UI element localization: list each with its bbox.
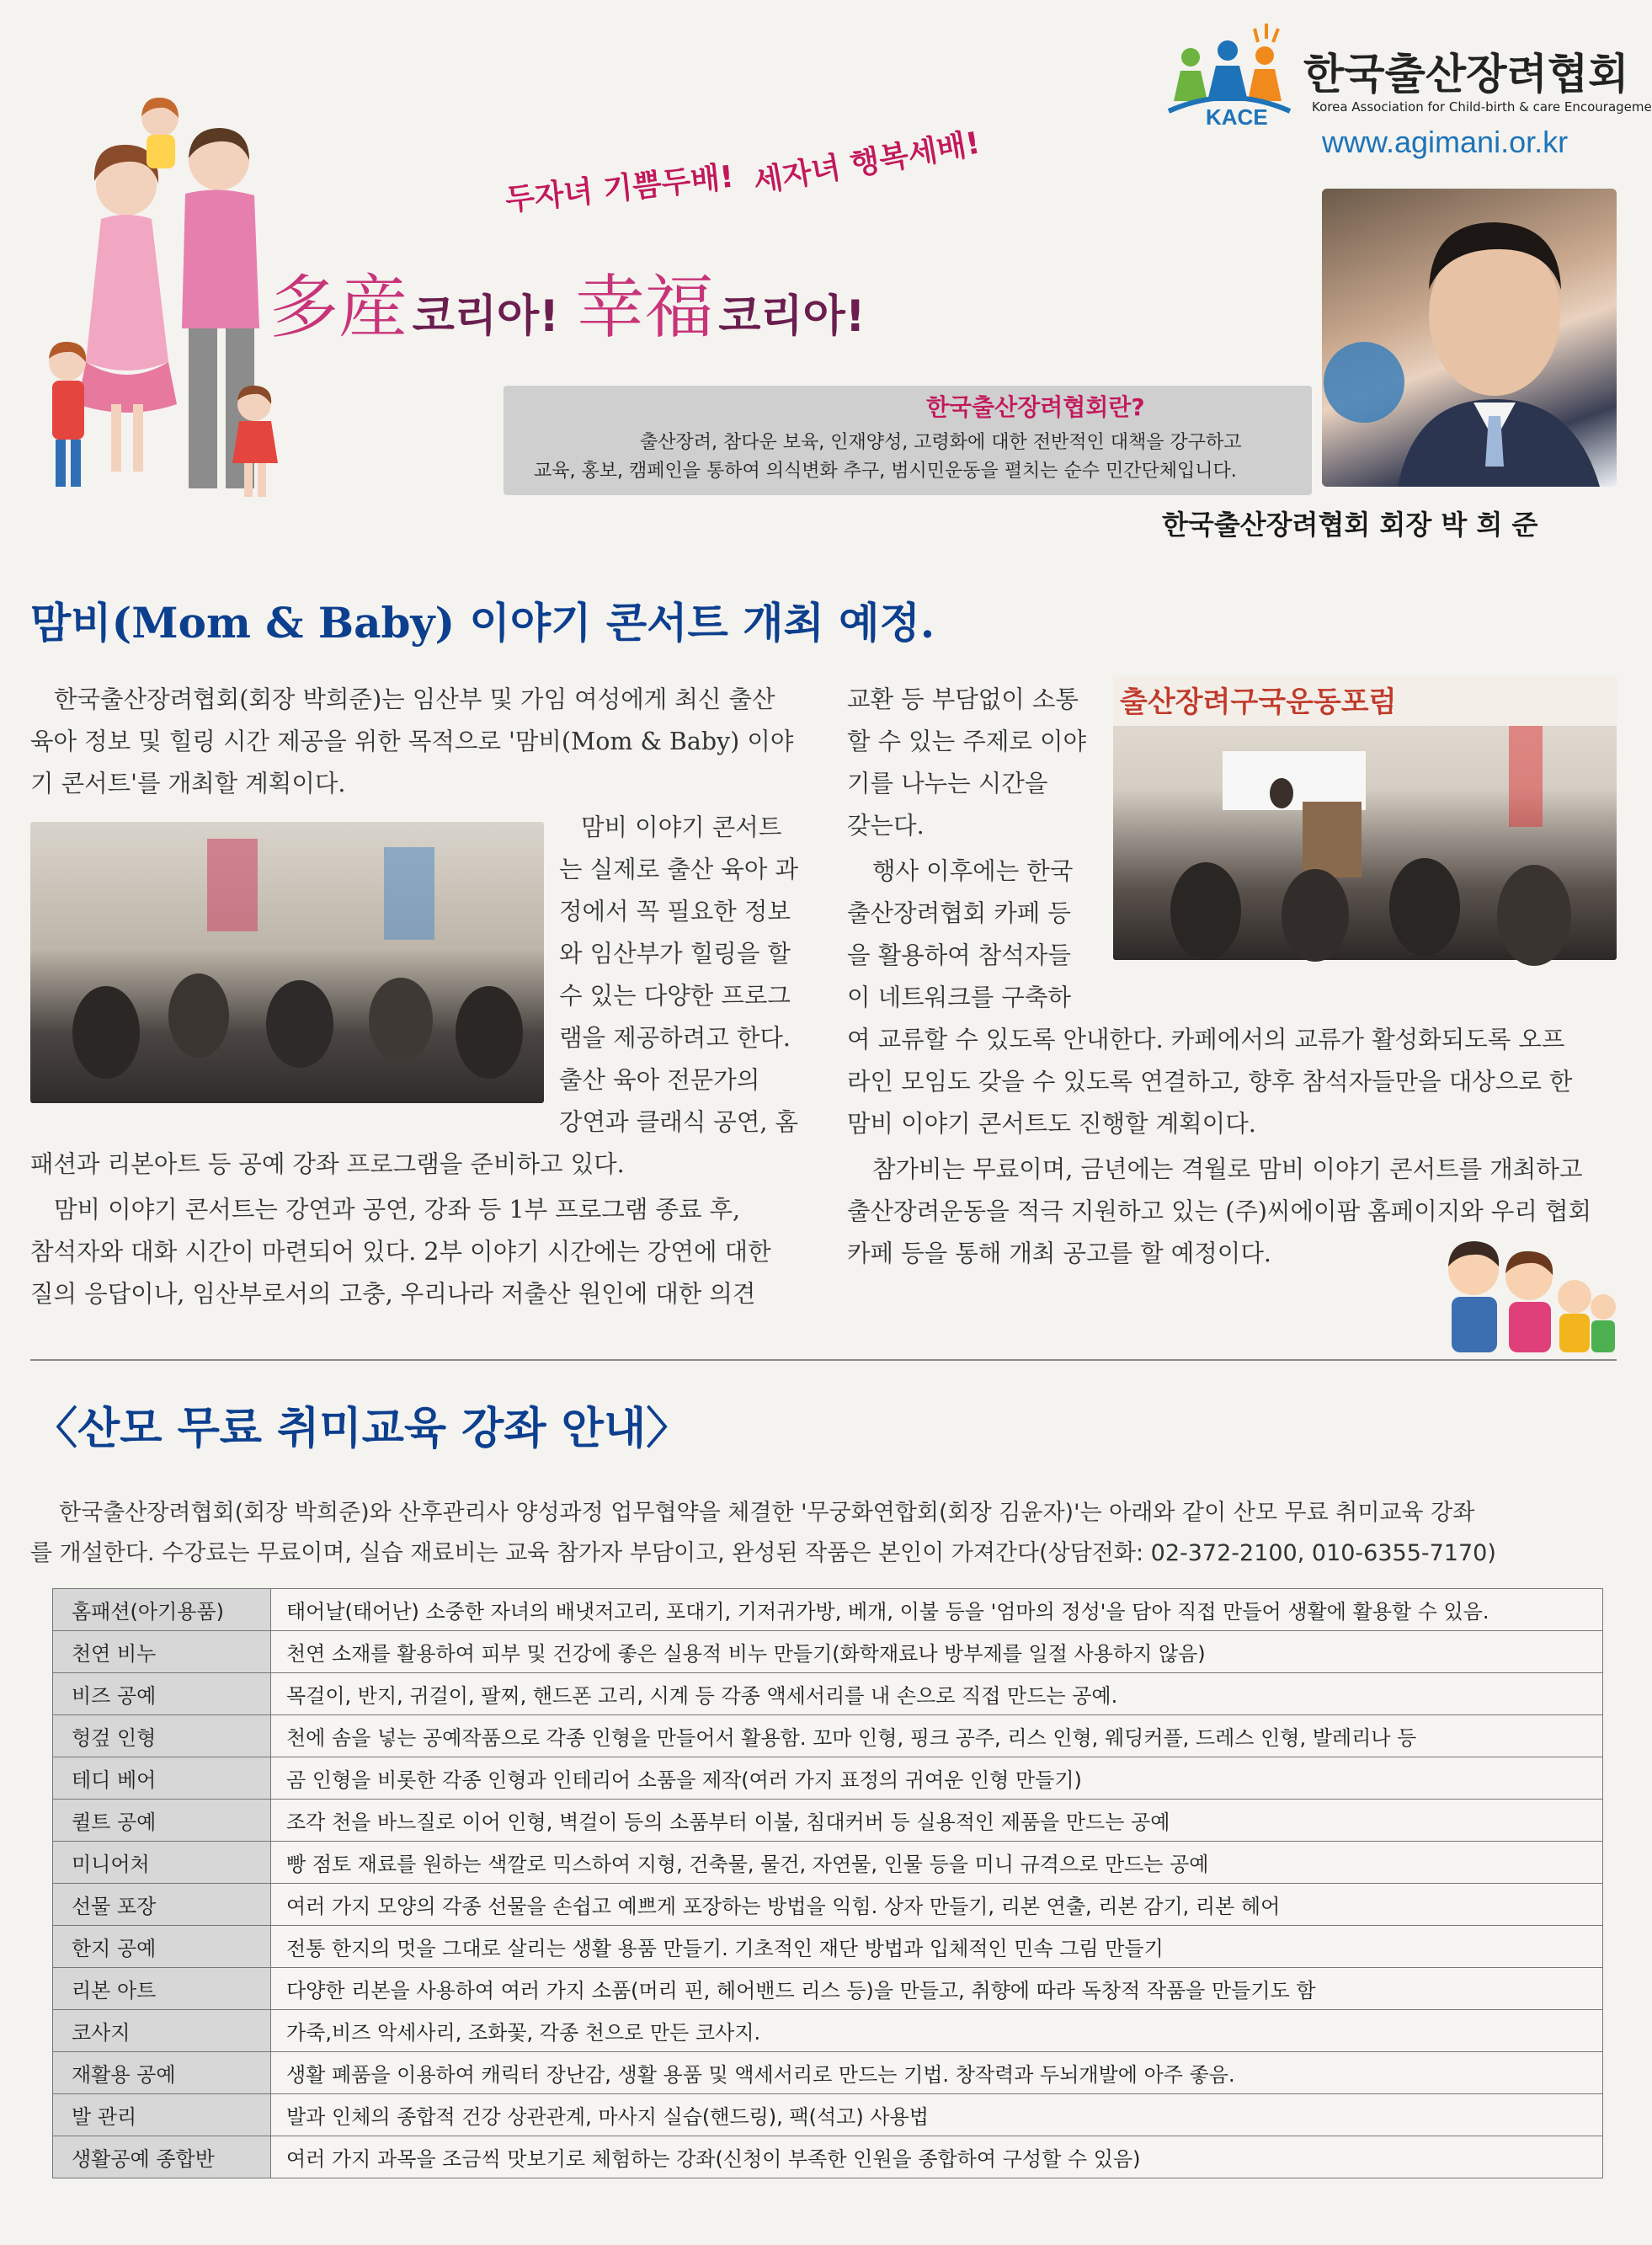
intro-line: 교육, 홍보, 캠페인을 통하여 의식변화 추구, 범시민운동을 펼치는 순수 민간단체입니다. (534, 461, 1237, 482)
intro-line: 출산장려, 참다운 보육, 인재양성, 고령화에 대한 전반적인 대책을 강구하고 (640, 432, 1242, 453)
body-line: 강연과 클래식 공연, 홈 (559, 1108, 799, 1136)
body-line: 는 실제로 출산 육아 과 (559, 856, 799, 883)
course-description: 목걸이, 반지, 귀걸이, 팔찌, 핸드폰 고리, 시계 등 각종 액세서리를 내 손으로 직접 만드는 공예. (271, 1673, 1603, 1715)
body-line: 출산장려협회 카페 등 (847, 899, 1071, 927)
course-name: 비즈 공예 (53, 1673, 271, 1715)
body-line: 기 콘서트'를 개최할 계획이다. (30, 770, 346, 797)
body-line: 맘비 이야기 콘서트는 강연과 공연, 강좌 등 1부 프로그램 종료 후, (54, 1196, 741, 1224)
course-description: 조각 천을 바느질로 이어 인형, 벽걸이 등의 소품부터 이불, 침대커버 등 실용적인 제품을 만드는 공예 (271, 1800, 1603, 1842)
body-line: 질의 응답이나, 임산부로서의 고충, 우리나라 저출산 원인에 대한 의견 (30, 1280, 756, 1308)
body-line: 갖는다. (847, 812, 925, 840)
course-name: 생활공예 종합반 (53, 2136, 271, 2178)
body-line: 맘비 이야기 콘서트 (581, 813, 782, 841)
course-name: 코사지 (53, 2010, 271, 2052)
president-caption: 한국출산장려협회 회장 박 희 준 (1162, 509, 1538, 541)
body-line: 와 임산부가 힐링을 할 (559, 940, 791, 968)
intro-title: 한국출산장려협회란? (926, 393, 1145, 421)
body-line: 램을 제공하려고 한다. (559, 1024, 791, 1052)
course-description: 곰 인형을 비롯한 각종 인형과 인테리어 소품을 제작(여러 가지 표정의 귀여운 인형 만들기) (271, 1757, 1603, 1800)
banner-text: 출산장려구국운동포럼 (1120, 685, 1397, 719)
logo-acronym: KACE (1206, 104, 1268, 130)
course-name: 한지 공예 (53, 1926, 271, 1968)
body-line: 패션과 리본아트 등 공예 강좌 프로그램을 준비하고 있다. (30, 1150, 625, 1178)
course-description: 태어날(태어난) 소중한 자녀의 배냇저고리, 포대기, 기저귀가방, 베개, 이불 등을 '엄마의 정성'을 담아 직접 만들어 생활에 활용할 수 있음. (271, 1589, 1603, 1631)
family-cartoon (1440, 1229, 1617, 1356)
logo-name: 한국출산장려협회 (1303, 50, 1629, 99)
body-line: 수 있는 다양한 프로그 (559, 982, 791, 1010)
section-divider (30, 1359, 1617, 1361)
website-url[interactable]: www.agimani.or.kr (1322, 125, 1569, 159)
course-name: 발 관리 (53, 2094, 271, 2136)
course-name: 퀼트 공예 (53, 1800, 271, 1842)
course-table (52, 1588, 1603, 2178)
course-name: 홈패션(아기용품) (53, 1589, 271, 1631)
course-description: 빵 점토 재료를 원하는 색깔로 믹스하여 지형, 건축물, 물건, 자연물, 인물 등을 미니 규격으로 만드는 공예 (271, 1842, 1603, 1884)
table-row (53, 1926, 1603, 1968)
body-line: 라인 모임도 갖을 수 있도록 연결하고, 향후 참석자들만을 대상으로 한 (847, 1068, 1573, 1096)
course-description: 전통 한지의 멋을 그대로 살리는 생활 용품 만들기. 기초적인 재단 방법과 입체적인 민속 그림 만들기 (271, 1926, 1603, 1968)
president-photo (1322, 189, 1617, 487)
course-description: 천연 소재를 활용하여 피부 및 건강에 좋은 실용적 비누 만들기(화학재료나 방부제를 일절 사용하지 않음) (271, 1631, 1603, 1673)
course-name: 재활용 공예 (53, 2052, 271, 2094)
body-line: 참가비는 무료이며, 금년에는 격월로 맘비 이야기 콘서트를 개최하고 (872, 1155, 1583, 1183)
body-line: 기를 나누는 시간을 (847, 770, 1048, 797)
concert-photo-1 (30, 822, 544, 1103)
course-name: 테디 베어 (53, 1757, 271, 1800)
course-description: 발과 인체의 종합적 건강 상관관계, 마사지 실습(핸드링), 팩(석고) 사용법 (271, 2094, 1603, 2136)
table-row (53, 1757, 1603, 1800)
table-row (53, 1631, 1603, 1673)
course-description: 생활 폐품을 이용하여 캐릭터 장난감, 생활 용품 및 액세서리로 만드는 기법. 창작력과 두뇌개발에 아주 좋음. (271, 2052, 1603, 2094)
body-line: 교환 등 부담없이 소통 (847, 685, 1079, 713)
table-row (53, 1884, 1603, 1926)
body-line: 맘비 이야기 콘서트도 진행할 계획이다. (847, 1110, 1256, 1138)
slogan-small: 두자녀 기쁨두배! 세자녀 행복세배! (504, 125, 983, 218)
body-line: 출산 육아 전문가의 (559, 1066, 760, 1094)
body-line: 여 교류할 수 있도록 안내한다. 카페에서의 교류가 활성화되도록 오프 (847, 1026, 1565, 1053)
course-name: 선물 포장 (53, 1884, 271, 1926)
section-title-mombi: 맘비(Mom & Baby) 이야기 콘서트 개최 예정. (30, 598, 935, 648)
table-row (53, 2136, 1603, 2178)
body-line: 육아 정보 및 힐링 시간 제공을 위한 목적으로 '맘비(Mom & Baby) 이야 (30, 728, 794, 755)
body-line: 정에서 꼭 필요한 정보 (559, 898, 791, 925)
audience-photo-icon (30, 822, 544, 1103)
section-title-hobby: 〈산모 무료 취미교육 강좌 안내〉 (34, 1403, 690, 1454)
table-row (53, 2010, 1603, 2052)
body-line: 이 네트워크를 구축하 (847, 984, 1071, 1011)
body-line: 카페 등을 통해 개최 공고를 할 예정이다. (847, 1240, 1271, 1267)
body-line: 참석자와 대화 시간이 마련되어 있다. 2부 이야기 시간에는 강연에 대한 (30, 1238, 771, 1266)
course-name: 천연 비누 (53, 1631, 271, 1673)
course-description: 천에 솜을 넣는 공예작품으로 각종 인형을 만들어서 활용함. 꼬마 인형, 핑크 공주, 리스 인형, 웨딩커플, 드레스 인형, 발레리나 등 (271, 1715, 1603, 1757)
course-description: 여러 가지 과목을 조금씩 맛보기로 체험하는 강좌(신청이 부족한 인원을 종합하여 구성할 수 있음) (271, 2136, 1603, 2178)
body-line: 한국출산장려협회(회장 박희준)는 임산부 및 가임 여성에게 최신 출산 (54, 685, 775, 713)
course-name: 헝겊 인형 (53, 1715, 271, 1757)
table-row (53, 1968, 1603, 2010)
course-description: 다양한 리본을 사용하여 여러 가지 소품(머리 핀, 헤어밴드 리스 등)을 만들고, 취향에 따라 독창적 작품을 만들기도 함 (271, 1968, 1603, 2010)
course-description: 가죽,비즈 악세사리, 조화꽃, 각종 천으로 만든 코사지. (271, 2010, 1603, 2052)
table-row (53, 2094, 1603, 2136)
body-line: 행사 이후에는 한국 (872, 857, 1074, 885)
slogan-main: 多産 코리아! 幸福 코리아! (269, 268, 866, 348)
table-row (53, 1589, 1603, 1631)
course-description: 여러 가지 모양의 각종 선물을 손쉽고 예쁘게 포장하는 방법을 익힘. 상자 만들기, 리본 연출, 리본 감기, 리본 헤어 (271, 1884, 1603, 1926)
president-portrait-icon (1322, 189, 1617, 487)
table-row (53, 1800, 1603, 1842)
table-row (53, 1842, 1603, 1884)
table-row (53, 1673, 1603, 1715)
course-name: 리본 아트 (53, 1968, 271, 2010)
logo-subtitle: Korea Association for Child-birth & care Encourageme (1312, 99, 1652, 115)
body-line: 출산장려운동을 적극 지원하고 있는 (주)씨에이팜 홈페이지와 우리 협회 (847, 1197, 1592, 1225)
table-row (53, 2052, 1603, 2094)
body-line: 한국출산장려협회(회장 박희준)와 산후관리사 양성과정 업무협약을 체결한 '무궁화연합회(회장 김윤자)'는 아래와 같이 산모 무료 취미교육 강좌 (59, 1500, 1475, 1526)
table-row (53, 1715, 1603, 1757)
course-name: 미니어처 (53, 1842, 271, 1884)
body-line: 할 수 있는 주제로 이야 (847, 728, 1087, 755)
body-line: 를 개설한다. 수강료는 무료이며, 실습 재료비는 교육 참가자 부담이고, 완성된 작품은 본인이 가져간다(상담전화: 02-372-2100, 010-6355-7170) (30, 1540, 1496, 1566)
body-line: 을 활용하여 참석자들 (847, 941, 1071, 969)
